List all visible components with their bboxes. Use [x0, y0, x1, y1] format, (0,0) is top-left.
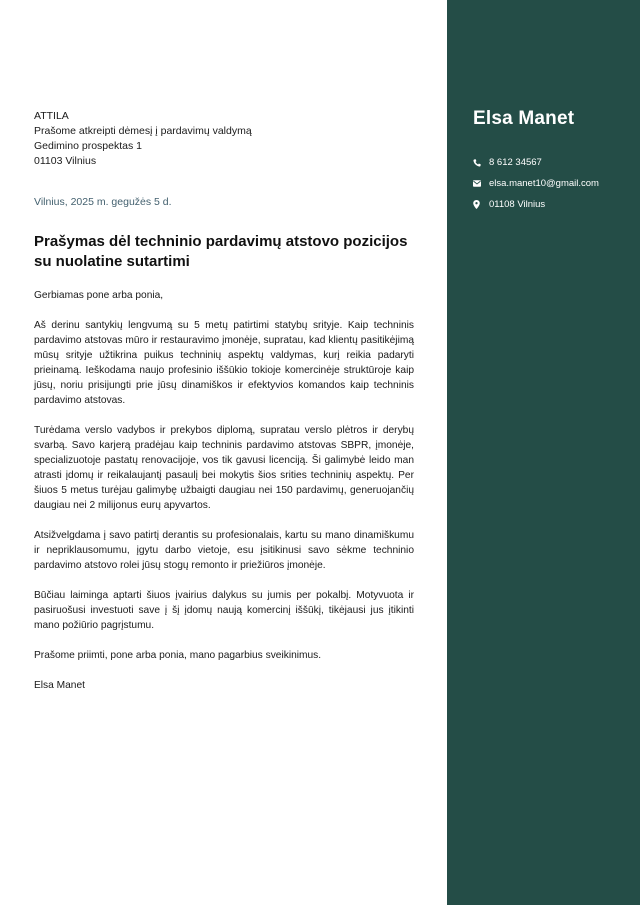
contact-address: [473, 199, 630, 210]
recipient-company: ATTILA: [34, 110, 69, 122]
letter-date: Vilnius, 2025 m. gegužės 5 d.: [34, 196, 172, 208]
letter-body: [34, 288, 414, 693]
sender-name: Elsa Manet: [473, 108, 575, 129]
paragraph-2: Turėdama verslo vadybos ir prekybos diplomą, supratau verslo plėtros ir derybų svarbą. Savo karjerą pradėjau kaip techninis pardavimo atstovas SBPR, įmonėje, specializuotoje pastatų renovacijoje, vos tik gavusi licenciją. Ši galimybė leido man atrasti įdomų ir reikalaujantį pasaulį bei mokytis šios srities techninių aspektų. Per šiuos 5 metus turėjau galimybę užbaigti daugiau nei 150 pardavimų, generuojančių daugiau nei 2 milijonus eurų apyvartos.: [34, 425, 414, 511]
recipient-city: 01103 Vilnius: [34, 155, 97, 167]
envelope-icon: [473, 180, 489, 187]
sidebar: [447, 0, 640, 905]
contact-phone-text: 8 612 34567: [489, 157, 542, 168]
salutation: Gerbiamas pone arba ponia,: [34, 290, 164, 301]
recipient-attention: Prašome atkreipti dėmesį į pardavimų valdymą: [34, 125, 252, 137]
contact-address-text: 01108 Vilnius: [489, 199, 546, 210]
contact-phone: [473, 157, 630, 168]
signature: Elsa Manet: [34, 680, 85, 691]
letter-subject: Prašymas dėl techninio pardavimų atstovo pozicijos su nuolatine sutartimi: [34, 233, 408, 270]
closing: Prašome priimti, pone arba ponia, mano pagarbius sveikinimus.: [34, 650, 322, 661]
paragraph-3: Atsižvelgdama į savo patirtį derantis su profesionalais, kartu su mano dinamiškumu ir nepriklausomumu, įgytu darbo vietoje, esu įsitikinusi savo sėkme techninio pardavimo atstovo rolei jūsų stogų remonto ir priežiūros įmonėje.: [34, 530, 414, 571]
phone-icon: [473, 159, 489, 167]
paragraph-1: Aš derinu santykių lengvumą su 5 metų patirtimi statybų srityje. Kaip techninis pardavimo atstovas mūro ir restauravimo įmonėje, supratau, kad klientų pasitikėjimą mūsų srityje užtikrina puikus techninių aspektų valdymas, kurį reikia padaryti prieinamą. Ieškodama naujo profesinio iššūkio tokioje komercinėje struktūroje kaip jūsų, noriu prisijungti prie jūsų dinamiškos ir efektyvios komandos kaip techninis pardavimo atstovas.: [34, 320, 414, 406]
contact-email-text: elsa.manet10@gmail.com: [489, 178, 599, 189]
location-pin-icon: [473, 200, 489, 209]
contact-email: [473, 178, 630, 189]
recipient-street: Gedimino prospektas 1: [34, 140, 142, 152]
paragraph-4: Būčiau laiminga aptarti šiuos įvairius dalykus su jumis per pokalbį. Motyvuota ir pasiruošusi investuoti save į šį įdomų naują komercinį iššūkį, tikėjausi jus įtikinti mano požiūrio pagrįstumu.: [34, 590, 414, 631]
recipient-block: [34, 109, 414, 169]
